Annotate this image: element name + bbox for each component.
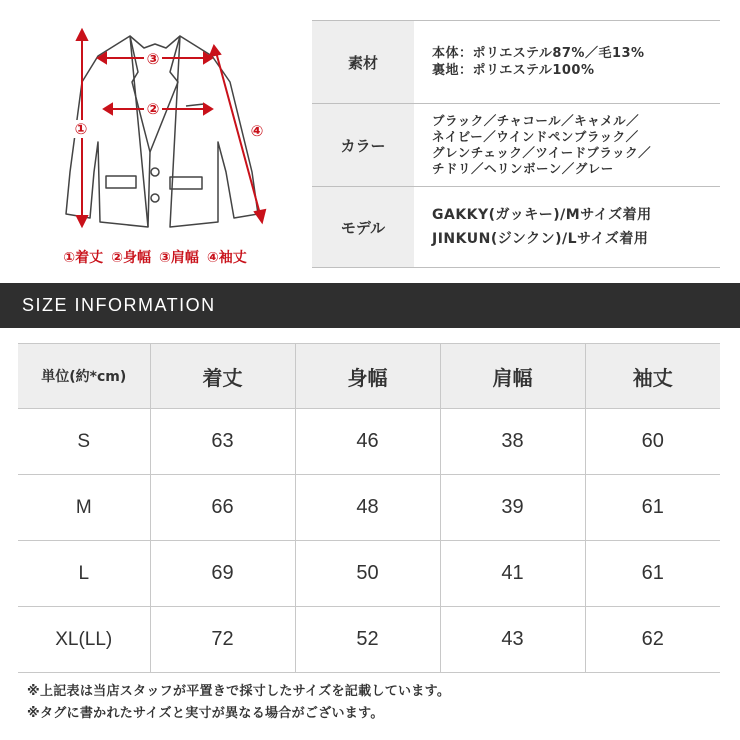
spec-label-material: 素材 bbox=[312, 21, 414, 103]
note-line: ※上記表は当店スタッフが平置きで採寸したサイズを記載しています。 bbox=[27, 684, 451, 699]
color-line: チドリ／ヘリンボーン／グレー bbox=[432, 161, 614, 176]
length-cell: 69 bbox=[150, 541, 295, 607]
header-shoulder: 肩幅 bbox=[440, 344, 585, 409]
spec-row-material bbox=[312, 20, 720, 104]
model-line: JINKUN(ジンクン)/Lサイズ着用 bbox=[432, 231, 649, 247]
material-line: 裏地：ポリエステル100% bbox=[432, 63, 595, 78]
table-row bbox=[18, 607, 720, 673]
spec-label-model: モデル bbox=[312, 187, 414, 267]
legend-sleeve: ④袖丈 bbox=[206, 250, 247, 266]
model-line: GAKKY(ガッキー)/Mサイズ着用 bbox=[432, 207, 652, 223]
width-cell: 52 bbox=[295, 607, 440, 673]
note-line: ※タグに書かれたサイズと実寸が異なる場合がございます。 bbox=[27, 706, 384, 721]
size-cell: S bbox=[18, 409, 150, 475]
size-information-banner bbox=[0, 283, 740, 328]
sleeve-cell: 61 bbox=[585, 475, 720, 541]
width-cell: 46 bbox=[295, 409, 440, 475]
length-cell: 63 bbox=[150, 409, 295, 475]
banner-title: SIZE INFORMATION bbox=[22, 295, 216, 315]
legend-length: ①着丈 bbox=[63, 250, 104, 266]
table-row bbox=[18, 541, 720, 607]
width-cell: 48 bbox=[295, 475, 440, 541]
diagram-legend bbox=[20, 247, 290, 267]
sleeve-cell: 62 bbox=[585, 607, 720, 673]
header-width: 身幅 bbox=[295, 344, 440, 409]
shoulder-cell: 38 bbox=[440, 409, 585, 475]
spec-value-color bbox=[414, 104, 720, 186]
legend-width: ②身幅 bbox=[111, 250, 151, 266]
length-cell: 72 bbox=[150, 607, 295, 673]
notes bbox=[27, 681, 450, 725]
spec-table bbox=[312, 20, 720, 268]
color-line: グレンチェック／ツイードブラック／ bbox=[432, 145, 652, 160]
spec-row-color bbox=[312, 104, 720, 187]
size-cell: M bbox=[18, 475, 150, 541]
legend-shoulder: ③肩幅 bbox=[159, 250, 199, 266]
width-cell: 50 bbox=[295, 541, 440, 607]
header-length: 着丈 bbox=[150, 344, 295, 409]
size-cell: XL(LL) bbox=[18, 607, 150, 673]
jacket-diagram bbox=[20, 22, 290, 272]
spec-label-color: カラー bbox=[312, 104, 414, 186]
spec-value-model bbox=[414, 187, 720, 267]
shoulder-cell: 41 bbox=[440, 541, 585, 607]
table-row bbox=[18, 409, 720, 475]
spec-row-model bbox=[312, 187, 720, 268]
color-line: ネイビー／ウインドペンブラック／ bbox=[432, 129, 639, 144]
shoulder-cell: 43 bbox=[440, 607, 585, 673]
sleeve-cell: 61 bbox=[585, 541, 720, 607]
sleeve-cell: 60 bbox=[585, 409, 720, 475]
material-line: 本体：ポリエステル87%／毛13% bbox=[432, 46, 645, 61]
header-sleeve: 袖丈 bbox=[585, 344, 720, 409]
marker-4: ④ bbox=[248, 122, 266, 140]
length-cell: 66 bbox=[150, 475, 295, 541]
size-table-header bbox=[18, 344, 720, 409]
spec-value-material bbox=[414, 21, 720, 103]
table-row bbox=[18, 475, 720, 541]
size-cell: L bbox=[18, 541, 150, 607]
marker-3: ③ bbox=[144, 50, 162, 68]
color-line: ブラック／チャコール／キャメル／ bbox=[432, 113, 640, 128]
header-unit: 単位(約*cm) bbox=[18, 344, 150, 409]
size-table bbox=[18, 343, 720, 673]
marker-1: ① bbox=[72, 120, 90, 138]
marker-2: ② bbox=[144, 100, 162, 118]
shoulder-cell: 39 bbox=[440, 475, 585, 541]
